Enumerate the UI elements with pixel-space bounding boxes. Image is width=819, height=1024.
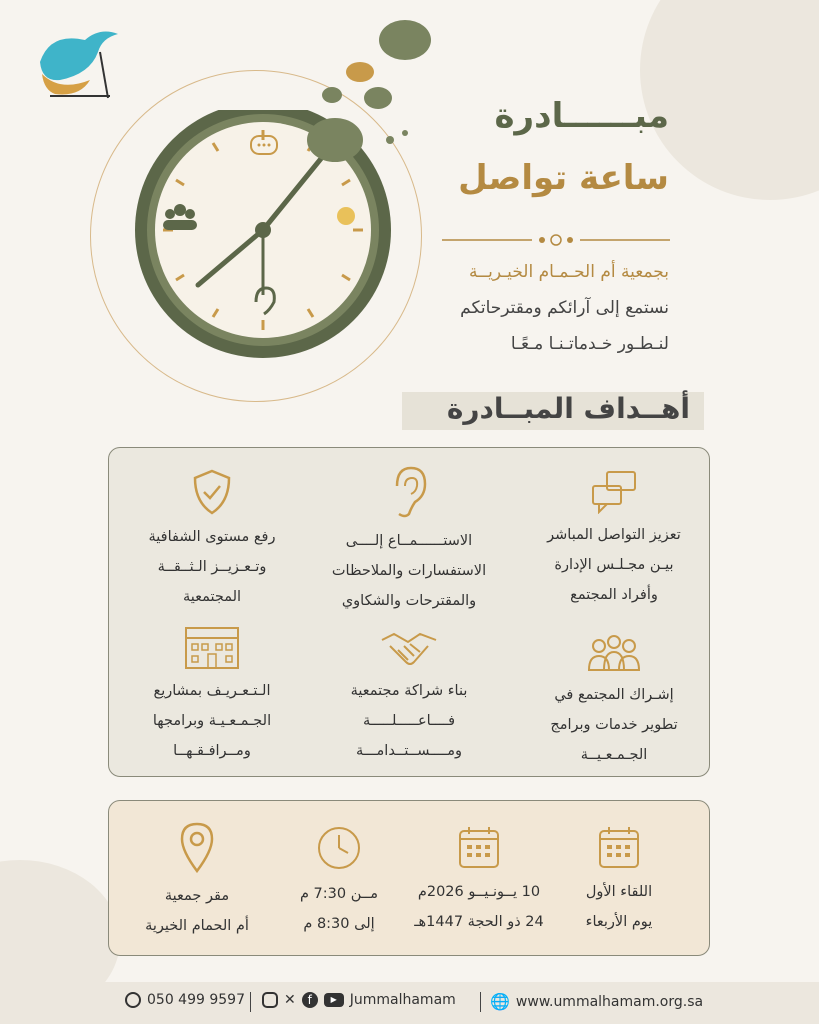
shield-check-icon xyxy=(190,468,234,516)
phone-number: 050 499 9597 xyxy=(147,992,245,1008)
initiative-title: ساعة تواصل xyxy=(458,158,669,198)
phone-contact[interactable] xyxy=(125,992,245,1008)
calendar-icon xyxy=(458,825,500,869)
goal-line: فــــاعـــــلـــــة xyxy=(362,713,456,729)
handshake-icon xyxy=(380,628,438,670)
goals-panel xyxy=(108,447,710,777)
goal-line: الجـمـعـيــة xyxy=(580,747,648,763)
info-line: إلى 8:30 م xyxy=(303,916,375,932)
goal-line: وتـعـزيــز الـثــقــة xyxy=(157,559,267,575)
footer-bar xyxy=(0,982,819,1024)
goal-line: الاستفسارات والملاحظات xyxy=(331,563,487,579)
goal-item xyxy=(117,624,307,766)
goals-heading: أهــداف المبــادرة xyxy=(446,392,690,425)
clock-icon xyxy=(316,825,362,871)
ornament-divider xyxy=(442,232,670,248)
goal-line: تعزيز التواصل المباشر xyxy=(547,527,681,543)
info-line: مــن 7:30 م xyxy=(299,886,379,902)
info-line: أم الحمام الخيرية xyxy=(145,918,249,934)
people-group-icon xyxy=(587,634,641,674)
goal-item xyxy=(519,470,709,610)
goal-line: تطوير خدمات وبرامج xyxy=(550,717,678,733)
social-links xyxy=(262,992,456,1008)
speech-bubbles-decoration xyxy=(300,15,440,175)
info-line: 10 يــونـيــو 2026م xyxy=(417,884,541,900)
goal-item xyxy=(117,468,307,612)
footer-divider xyxy=(250,992,251,1012)
goal-item xyxy=(314,464,504,616)
goal-line: بيـن مجـلـس الإدارة xyxy=(554,557,674,573)
info-line: يوم الأربعاء xyxy=(585,914,653,930)
instagram-icon[interactable] xyxy=(262,992,278,1008)
goal-line: ومــــســتــدامـــة xyxy=(356,743,462,759)
facebook-icon[interactable]: f xyxy=(302,992,318,1008)
goal-line: بناء شراكة مجتمعية xyxy=(350,683,468,699)
info-item xyxy=(269,825,409,939)
tagline-line2: لنـطـور خـدماتـنـا مـعًـا xyxy=(510,334,669,354)
website-link[interactable] xyxy=(490,992,703,1011)
info-line: مقر جمعية xyxy=(164,888,230,904)
organization-name: بجمعية أم الحـمـام الخيـريــة xyxy=(469,262,669,282)
x-icon[interactable]: ✕ xyxy=(284,992,296,1008)
goal-line: الـتـعـريـف بمشاريع xyxy=(153,683,271,699)
goal-line: والمقترحات والشكاوي xyxy=(341,593,477,609)
goal-line: وأفراد المجتمع xyxy=(570,587,658,603)
goal-line: الجـمـعـيـة وبرامجها xyxy=(152,713,272,729)
initiative-label: مبــــــادرة xyxy=(494,96,669,136)
info-item xyxy=(549,825,689,937)
info-line: اللقاء الأول xyxy=(585,884,653,900)
info-item xyxy=(409,825,549,937)
goal-line: ومــرافـقـهــا xyxy=(173,743,251,759)
building-icon xyxy=(182,624,242,670)
globe-icon: 🌐 xyxy=(490,992,510,1011)
goal-item xyxy=(314,628,504,766)
event-details-panel xyxy=(108,800,710,956)
footer-divider xyxy=(480,992,481,1012)
goal-line: الاستــــــمــاع إلــــى xyxy=(345,533,473,549)
location-pin-icon xyxy=(178,821,216,873)
goal-line: إشـراك المجتمع في xyxy=(554,687,674,703)
info-item xyxy=(127,821,267,941)
goal-line: المجتمعية xyxy=(182,589,242,605)
organization-logo xyxy=(30,22,120,102)
social-handle: Jummalhamam xyxy=(349,992,456,1008)
tagline-line1: نستمع إلى آرائكم ومقترحاتكم xyxy=(460,298,669,318)
chat-bubbles-icon xyxy=(589,470,639,514)
goal-item xyxy=(519,634,709,770)
whatsapp-icon xyxy=(125,992,141,1008)
info-line: 24 ذو الحجة 1447هـ xyxy=(414,914,544,930)
goal-line: رفع مستوى الشفافية xyxy=(148,529,276,545)
youtube-icon[interactable]: ▶ xyxy=(324,993,344,1007)
website-text: www.ummalhamam.org.sa xyxy=(515,993,704,1010)
goals-heading-band xyxy=(402,392,704,430)
calendar-icon xyxy=(598,825,640,869)
ear-icon xyxy=(387,464,431,520)
